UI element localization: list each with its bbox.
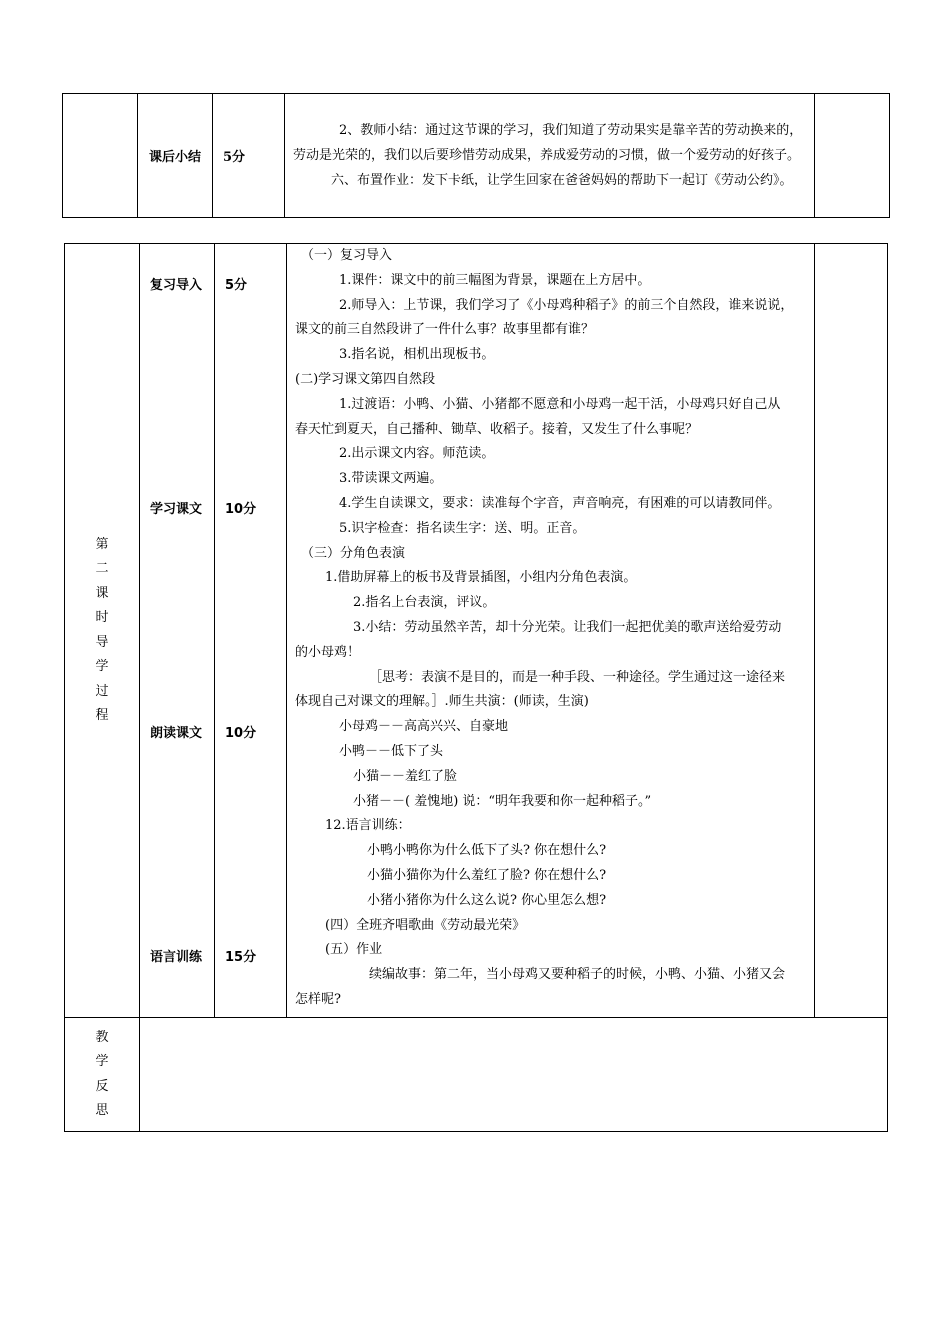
- content-line: 小鸭－－低下了头: [339, 743, 444, 759]
- time-column: [215, 244, 287, 1018]
- content-line: 4.学生自读课文，要求：读准每个字音，声音响亮，有困难的可以请教同伴。: [339, 495, 781, 511]
- section-char: 程: [95, 708, 109, 723]
- lesson-content: [287, 244, 815, 1018]
- sub-label-column: [140, 244, 215, 1018]
- reflection-row: [65, 1018, 888, 1132]
- content-line: 小母鸡－－高高兴兴、自豪地: [339, 719, 509, 735]
- content-line: 1.借助屏幕上的板书及背景插图，小组内分角色表演。: [325, 570, 637, 586]
- section-char: 二: [95, 561, 109, 576]
- content-line: 续编故事：第二年，当小母鸡又要种稻子的时候，小鸭、小猫、小猪又会: [369, 967, 786, 983]
- sub-time-language: 15分: [225, 950, 257, 965]
- content-line: 课文的前三自然段讲了一件什么事？故事里都有谁？: [295, 322, 595, 338]
- sub-time-reading: 10分: [225, 726, 257, 741]
- content-line: (二)学习课文第四自然段: [295, 371, 436, 387]
- lesson-row: [65, 244, 888, 1018]
- content-line: 小猪－－( 羞愧地) 说：“明年我要和你一起种稻子。”: [353, 793, 652, 809]
- row-label: 课后小结: [138, 94, 213, 218]
- reflection-content: [140, 1018, 888, 1132]
- content-line: 小猫－－羞红了脸: [353, 768, 458, 784]
- content-line: 小鸭小鸭你为什么低下了头? 你在想什么?: [367, 843, 607, 859]
- row-time: 5分: [213, 94, 285, 218]
- section-char: 导: [95, 634, 109, 650]
- section-char: 时: [95, 610, 109, 625]
- content-line: 3.带读课文两遍。: [339, 471, 443, 487]
- content-line: 2.师导入：上节课，我们学习了《小母鸡种稻子》的前三个自然段，谁来说说，: [339, 297, 794, 313]
- content-line: 的小母鸡！: [295, 644, 361, 660]
- section-char: 学: [95, 659, 109, 674]
- row-content: [285, 94, 815, 218]
- summary-line: 六、布置作业：发下卡纸，让学生回家在爸爸妈妈的帮助下一起订《劳动公约》。: [331, 173, 793, 188]
- empty-cell: [815, 94, 890, 218]
- reflection-char: 思: [95, 1103, 109, 1118]
- summary-line: 2、教师小结：通过这节课的学习，我们知道了劳动果实是靠辛苦的劳动换来的，劳动是光荣的，我们以后要珍惜劳动成果，养成爱劳动的习惯，做一个爱劳动的好孩子。: [293, 123, 803, 163]
- reflection-char: 教: [95, 1029, 109, 1045]
- sub-label-language: 语言训练: [150, 950, 203, 965]
- content-line: ［思考：表演不是目的，而是一种手段、一种途径。学生通过这一途径来: [369, 669, 786, 685]
- content-line: 1.过渡语：小鸭、小猫、小猪都不愿意和小母鸡一起干活，小母鸡只好自己从: [339, 396, 781, 412]
- section-char: 课: [95, 585, 109, 601]
- content-line: 5.识字检查：指名读生字：送、明。正音。: [339, 520, 586, 536]
- content-line: （一）复习导入: [301, 248, 393, 263]
- section-char: 过: [95, 683, 109, 699]
- sub-label-study: 学习课文: [150, 502, 203, 517]
- reflection-char: 反: [95, 1078, 109, 1094]
- section-char: 第: [95, 536, 109, 552]
- content-line: 12.语言训练：: [325, 818, 411, 834]
- content-line: （三）分角色表演: [301, 545, 406, 561]
- content-line: (四）全班齐唱歌曲《劳动最光荣》: [325, 917, 526, 933]
- content-line: 小猫小猫你为什么羞红了脸? 你在想什么?: [367, 867, 607, 883]
- content-line: 小猪小猪你为什么这么说? 你心里怎么想?: [367, 892, 607, 908]
- content-line: 1.课件：课文中的前三幅图为背景，课题在上方居中。: [339, 272, 651, 288]
- lesson-table: [64, 243, 888, 1132]
- content-line: 2.出示课文内容。师范读。: [339, 446, 495, 462]
- summary-row: [63, 94, 890, 218]
- content-line: 3.小结：劳动虽然辛苦，却十分光荣。让我们一起把优美的歌声送给爱劳动: [353, 619, 782, 635]
- sub-time-review: 5分: [225, 278, 248, 293]
- empty-cell: [815, 244, 888, 1018]
- content-line: 2.指名上台表演，评议。: [353, 595, 496, 611]
- content-line: 春天忙到夏天，自己播种、锄草、收稻子。接着，又发生了什么事呢？: [295, 421, 699, 437]
- reflection-label: [65, 1018, 140, 1132]
- sub-time-study: 10分: [225, 502, 257, 517]
- summary-table: [62, 93, 890, 218]
- content-line: 体现自己对课文的理解。］.师生共演：(师读，生演): [295, 694, 589, 710]
- sub-label-reading: 朗读课文: [150, 726, 203, 741]
- section-label: [65, 244, 140, 1018]
- content-line: (五）作业: [325, 942, 383, 958]
- empty-cell: [63, 94, 138, 218]
- sub-label-review: 复习导入: [150, 278, 203, 293]
- content-line: 3.指名说，相机出现板书。: [339, 347, 495, 363]
- content-line: 怎样呢?: [295, 991, 341, 1007]
- reflection-char: 学: [95, 1054, 109, 1069]
